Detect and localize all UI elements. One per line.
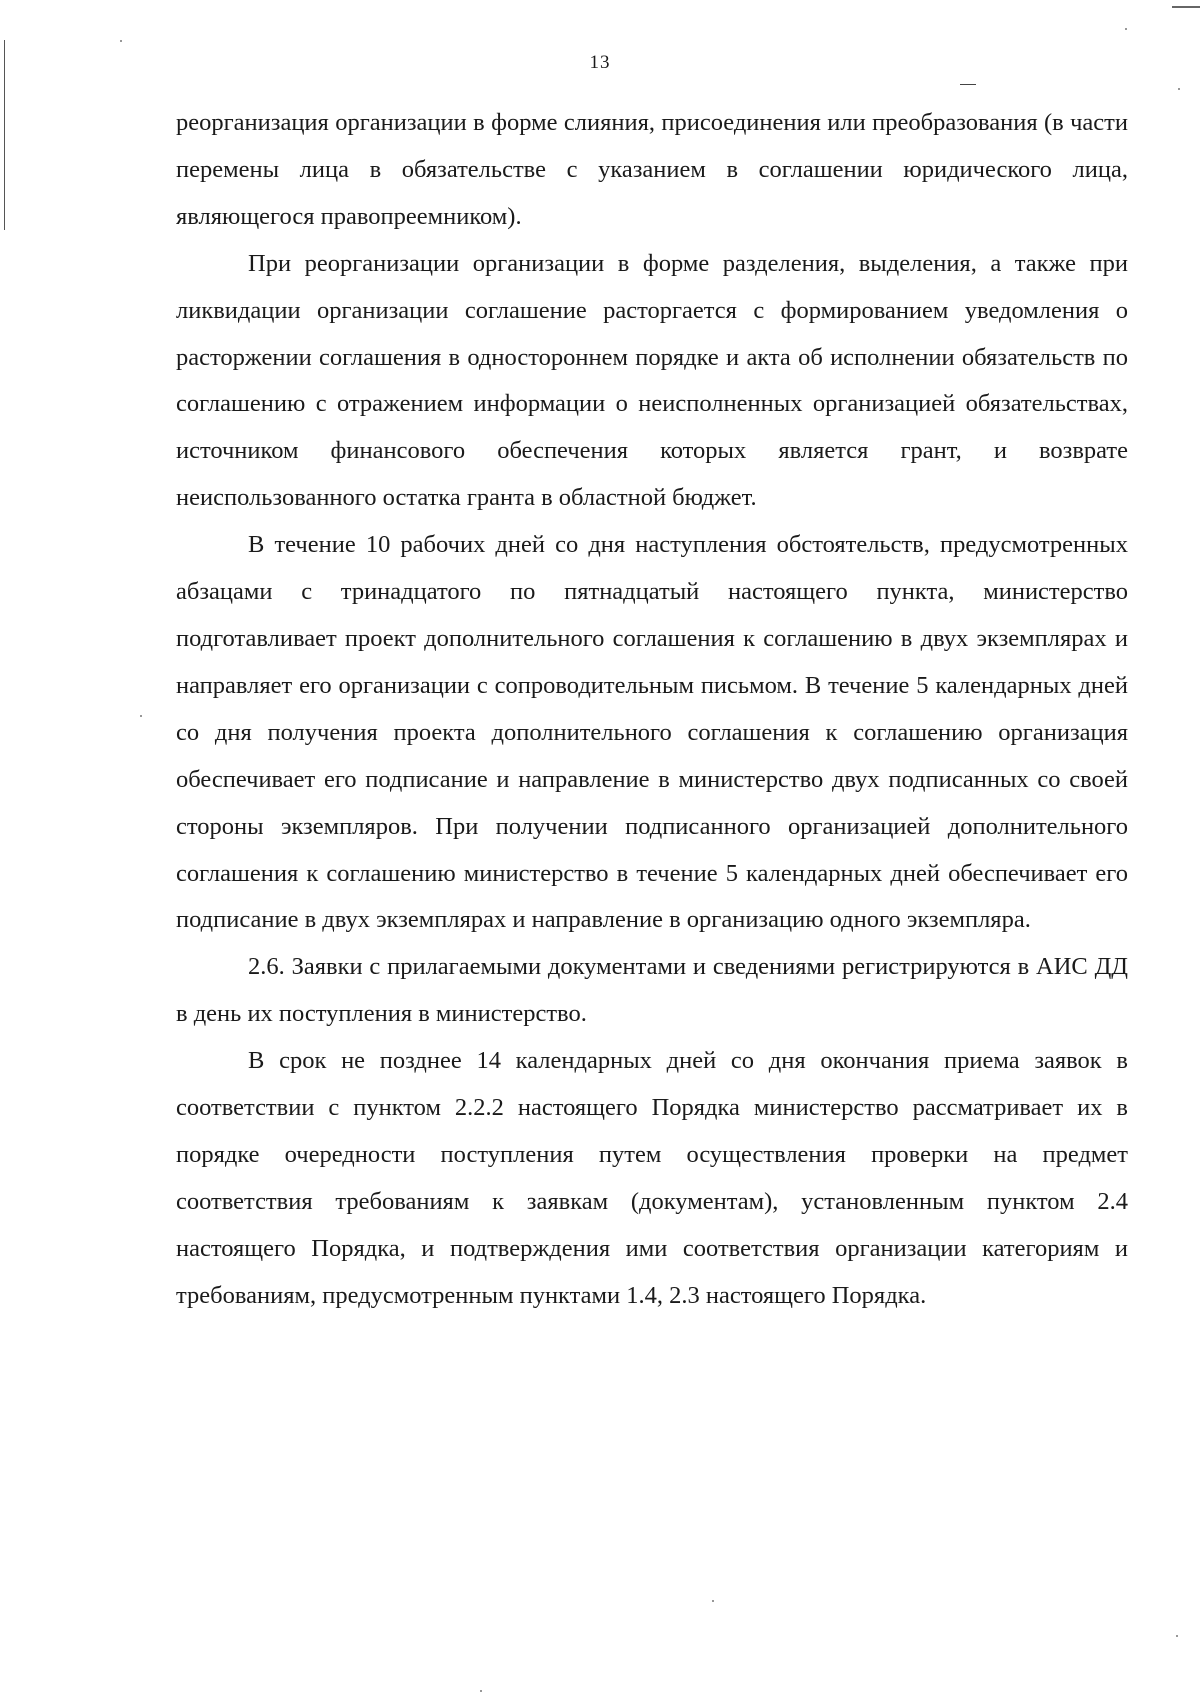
document-body: [176, 100, 1128, 1320]
scan-speck: [712, 1600, 714, 1602]
paragraph: реорганизация организации в форме слияния, присоединения или преобразования (в части перемены лица в обязательстве с указанием в соглашении юридического лица, являющегося правопреемником).: [176, 109, 1128, 230]
scan-speck: [1178, 88, 1180, 90]
scan-mark: [960, 84, 976, 85]
scan-speck: [120, 40, 122, 42]
scan-edge-line: [1172, 6, 1200, 8]
scan-speck: [480, 1690, 482, 1692]
paragraph: При реорганизации организации в форме разделения, выделения, а также при ликвидации организации соглашение расторгается с формированием уведомления о расторжении соглашения в одностороннем порядке и акта об исполнении обязательств по соглашению с отражением информации о неисполненных организацией обязательствах, источником финансового обеспечения которых является грант, и возврате неиспользованного остатка гранта в областной бюджет.: [176, 249, 1128, 512]
scan-speck: [1125, 28, 1127, 30]
paragraph: В течение 10 рабочих дней со дня наступления обстоятельств, предусмотренных абзацами с тринадцатого по пятнадцатый настоящего пункта, министерство подготавливает проект дополнительного соглашения к соглашению в двух экземплярах и направляет его организации с сопроводительным письмом. В течение 5 календарных дней со дня получения проекта дополнительного соглашения к соглашению организация обеспечивает его подписание и направление в министерство двух подписанных со своей стороны экземпляров. При получении подписанного организацией дополнительного соглашения к соглашению министерство в течение 5 календарных дней обеспечивает его подписание в двух экземплярах и направление в организацию одного экземпляра.: [176, 531, 1128, 934]
page-number: 13: [589, 52, 611, 73]
scan-speck: [140, 715, 142, 717]
paragraph: 2.6. Заявки с прилагаемыми документами и сведениями регистрируются в АИС ДД в день их поступления в министерство.: [176, 953, 1128, 1028]
paragraph: В срок не позднее 14 календарных дней со дня окончания приема заявок в соответствии с пунктом 2.2.2 настоящего Порядка министерство рассматривает их в порядке очередности поступления путем осуществления проверки на предмет соответствия требованиям к заявкам (документам), установленным пунктом 2.4 настоящего Порядка, и подтверждения ими соответствия организации категориям и требованиям, предусмотренным пунктами 1.4, 2.3 настоящего Порядка.: [176, 1047, 1128, 1309]
scan-speck: [1176, 1635, 1178, 1637]
